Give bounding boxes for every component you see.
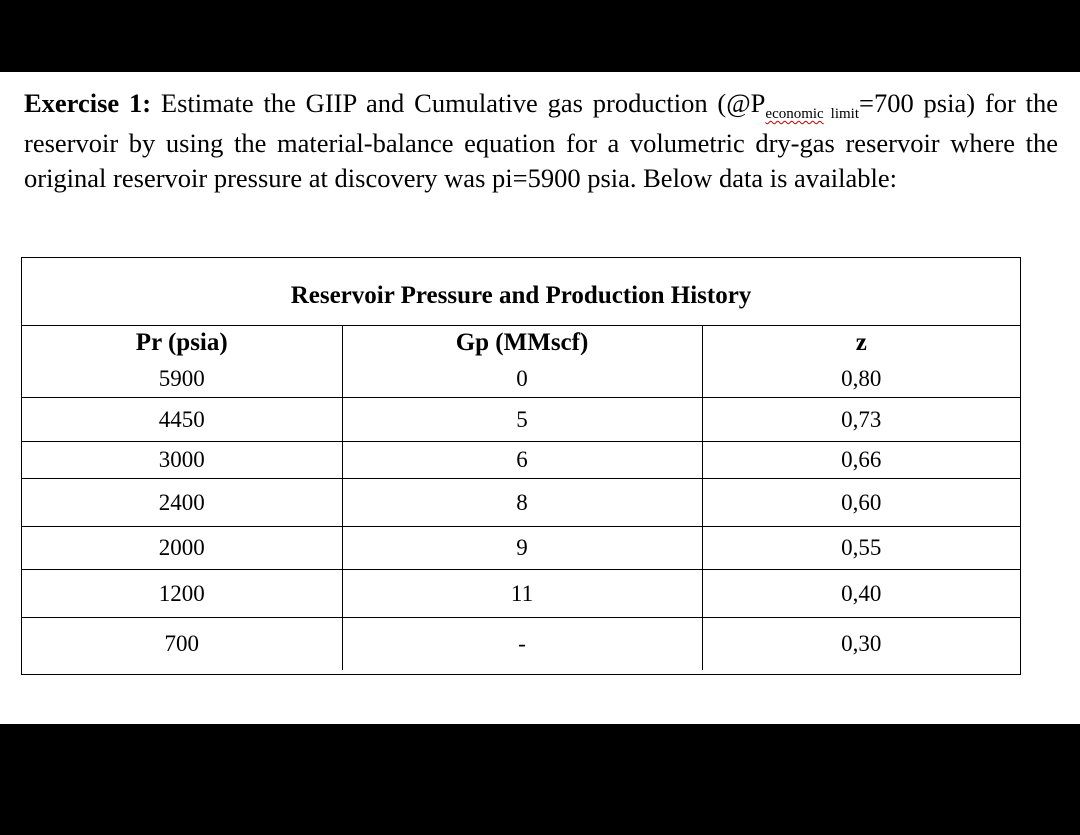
cell-gp: 9 bbox=[342, 527, 702, 570]
table-row bbox=[22, 618, 1020, 671]
cell-pressure: 700 bbox=[164, 631, 199, 656]
cell-pressure: 3000 bbox=[22, 442, 342, 479]
table-row bbox=[22, 442, 1020, 479]
cell-z: 0,30 bbox=[702, 618, 1020, 671]
exercise-text-a: Estimate the GIIP and Cumulative gas production (@P bbox=[151, 88, 766, 118]
cell-pressure: 2400 bbox=[22, 479, 342, 527]
cell-z: 0,60 bbox=[702, 479, 1020, 527]
table-row bbox=[22, 360, 1020, 398]
header-gp: Gp (MMscf) bbox=[342, 326, 702, 360]
top-black-band bbox=[0, 0, 1080, 72]
table-row bbox=[22, 527, 1020, 570]
header-z: z bbox=[702, 326, 1020, 360]
data-table bbox=[22, 326, 1020, 670]
cell-pressure: 2000 bbox=[22, 527, 342, 570]
cell-gp: - bbox=[342, 618, 702, 671]
cell-gp: 5 bbox=[342, 398, 702, 442]
cell-z: 0,73 bbox=[702, 398, 1020, 442]
header-row bbox=[22, 326, 1020, 360]
cell-gp: 0 bbox=[342, 360, 702, 398]
cell-z: 0,55 bbox=[702, 527, 1020, 570]
table-row bbox=[22, 398, 1020, 442]
bottom-black-band bbox=[0, 724, 1080, 835]
cell-pressure: 1200 bbox=[22, 570, 342, 618]
cell-gp: 11 bbox=[342, 570, 702, 618]
cell-gp: 6 bbox=[342, 442, 702, 479]
table-row bbox=[22, 479, 1020, 527]
exercise-text-b: =700 psia) for the reservoir by using the material-balance equation for a volumetric dry-gas reservoir where the original reservoir pressure at discovery was pi=5900 psia. Below data is available: bbox=[24, 88, 1058, 193]
document-page bbox=[0, 72, 1080, 724]
cell-z: 0,80 bbox=[702, 360, 1020, 398]
cell-z: 0,66 bbox=[702, 442, 1020, 479]
table-title: Reservoir Pressure and Production History bbox=[22, 258, 1020, 326]
history-table bbox=[21, 257, 1021, 675]
cell-pressure: 4450 bbox=[22, 398, 342, 442]
table-row bbox=[22, 570, 1020, 618]
cell-gp: 8 bbox=[342, 479, 702, 527]
cell-z: 0,40 bbox=[702, 570, 1020, 618]
exercise-paragraph bbox=[24, 86, 1058, 196]
cell-pressure: 5900 bbox=[22, 360, 342, 398]
subscript-economic: economic bbox=[765, 106, 824, 122]
exercise-label: Exercise 1: bbox=[24, 88, 152, 118]
header-pressure: Pr (psia) bbox=[135, 329, 228, 356]
subscript-limit: limit bbox=[823, 106, 860, 122]
